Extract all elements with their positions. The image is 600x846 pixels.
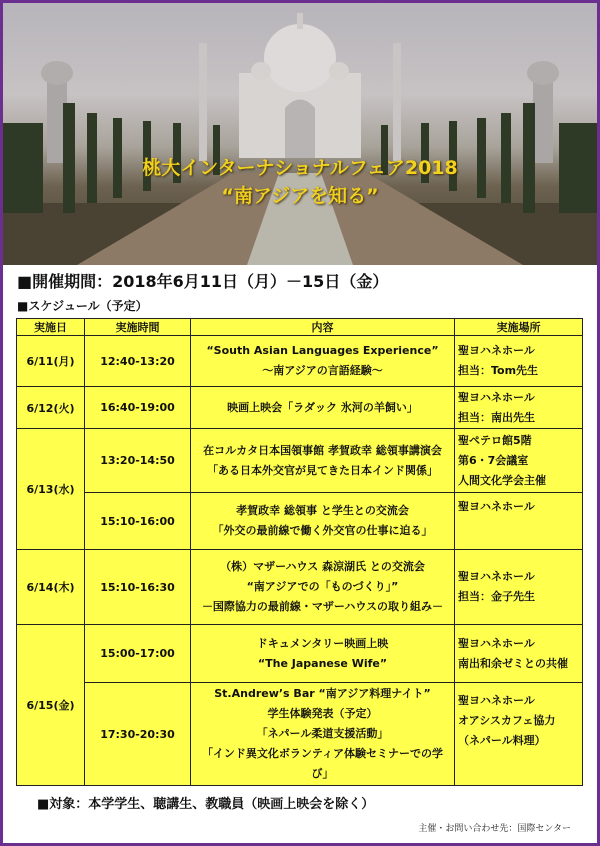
place-line: 人間文化学会主催: [458, 473, 546, 487]
row-date: 6/15(金): [17, 625, 85, 786]
header-place: 実施場所: [455, 319, 583, 336]
content-line: ～南アジアの言語経験～: [262, 364, 383, 377]
row-date: 6/11(月): [17, 336, 85, 387]
row-content: [191, 387, 455, 429]
row-time: 17:30-20:30: [85, 683, 191, 786]
row-content: [191, 625, 455, 683]
schedule-table: [16, 318, 583, 786]
row-place: [455, 387, 583, 429]
table-row: [17, 387, 583, 429]
place-line: 南出和余ゼミとの共催: [458, 656, 568, 670]
table-row: [17, 336, 583, 387]
place-line: 担当：Tom先生: [458, 364, 539, 377]
content-line: 「インド異文化ボランティア体験セミナーでの学び」: [201, 747, 444, 780]
table-row: [17, 550, 583, 625]
place-line: 聖ヨハネホール: [458, 344, 535, 357]
row-content: [191, 550, 455, 625]
row-place: [455, 683, 583, 786]
content-line: ドキュメンタリー映画上映: [256, 636, 389, 650]
row-date: 6/12(火): [17, 387, 85, 429]
table-row: [17, 683, 583, 786]
row-place: [455, 429, 583, 493]
event-title: 桃大インターナショナルフェア2018: [142, 157, 458, 179]
row-place: [455, 625, 583, 683]
row-time: 15:00-17:00: [85, 625, 191, 683]
content-line: 映画上映会「ラダック 氷河の羊飼い」: [227, 400, 418, 414]
content-line: 孝賀政幸 総領事 と学生との交流会: [236, 504, 409, 517]
row-time: 15:10-16:30: [85, 550, 191, 625]
content-line: 学生体験発表（予定）: [267, 707, 378, 720]
row-time: 15:10-16:00: [85, 493, 191, 550]
row-content: [191, 683, 455, 786]
content-line: －国際協力の最前線・マザーハウスの取り組み－: [201, 600, 444, 613]
place-line: 聖ヨハネホール: [458, 694, 535, 707]
target-audience: ■対象：本学学生、聴講生、教職員（映画上映会を除く）: [37, 797, 375, 812]
header-time: 実施時間: [85, 319, 191, 336]
content-line: St.Andrew’s Bar “南アジア料理ナイト”: [214, 687, 431, 700]
header-content: 内容: [191, 319, 455, 336]
row-time: 13:20-14:50: [85, 429, 191, 493]
taj-mahal-illustration: [3, 3, 597, 265]
row-time: 16:40-19:00: [85, 387, 191, 429]
table-header-row: [17, 319, 583, 336]
content-line: 「ネパール柔道支援活動」: [256, 727, 389, 740]
organizer-contact: 主催・お問い合わせ先：国際センター: [418, 824, 571, 834]
row-content: [191, 429, 455, 493]
header-date: 実施日: [17, 319, 85, 336]
content-line: 在コルカタ日本国領事館 孝賀政幸 総領事講演会: [203, 443, 442, 457]
place-line: オアシスカフェ協力: [458, 714, 556, 727]
row-content: [191, 493, 455, 550]
row-date: 6/13(水): [17, 429, 85, 550]
row-time: 12:40-13:20: [85, 336, 191, 387]
place-line: 聖ヨハネホール: [458, 570, 535, 583]
place-line: 聖ヨハネホール: [458, 636, 535, 650]
schedule-heading: ■スケジュール（予定）: [17, 299, 148, 313]
row-place: [455, 336, 583, 387]
table-row: [17, 429, 583, 493]
row-place: [455, 493, 583, 550]
content-line: “The Japanese Wife”: [257, 656, 388, 670]
row-date: 6/14(木): [17, 550, 85, 625]
event-period: ■開催期間：2018年6月11日（月）－15日（金）: [17, 272, 389, 291]
content-line: “South Asian Languages Experience”: [206, 344, 439, 357]
row-place: [455, 550, 583, 625]
content-line: （株）マザーハウス 森涼湖氏 との交流会: [220, 560, 425, 573]
event-subtitle: “南アジアを知る”: [221, 185, 379, 207]
table-row: [17, 625, 583, 683]
place-line: （ネパール料理）: [458, 734, 546, 747]
place-line: 担当：金子先生: [458, 590, 535, 603]
taj-mahal-photo: [3, 3, 597, 265]
place-line: 聖ヨハネホール: [458, 500, 535, 513]
content-line: “南アジアでの「ものづくり」”: [246, 580, 399, 593]
place-line: 聖ヨハネホール: [458, 390, 535, 404]
content-line: 「外交の最前線で働く外交官の仕事に迫る」: [212, 524, 433, 537]
place-line: 聖ペテロ館5階: [458, 433, 532, 447]
content-line: 「ある日本外交官が見てきた日本インド関係」: [207, 463, 438, 477]
place-line: 第6・7会議室: [458, 453, 529, 467]
place-line: 担当：南出先生: [458, 410, 535, 424]
row-content: [191, 336, 455, 387]
table-row: [17, 493, 583, 550]
